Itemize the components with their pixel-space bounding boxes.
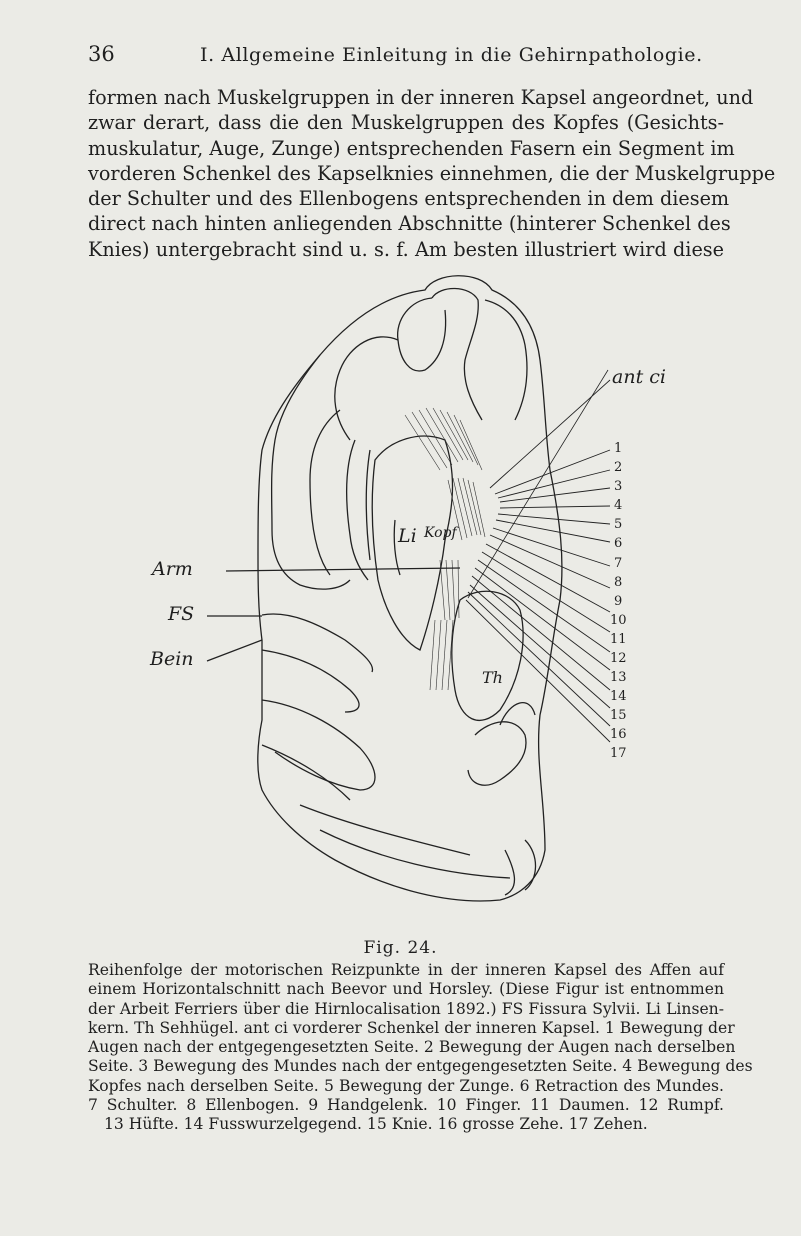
outer-capsule-line xyxy=(310,410,340,575)
number-label: 5 xyxy=(614,517,623,532)
number-label: 11 xyxy=(610,632,627,647)
running-title: I. Allgemeine Einleitung in die Gehirnpathologie. xyxy=(200,44,703,66)
number-label: 7 xyxy=(614,556,623,571)
caption-line: 13 Hüfte. 14 Fusswurzelgegend. 15 Knie. 16 grosse Zehe. 17 Zehen. xyxy=(104,1115,648,1134)
number-label: 10 xyxy=(610,613,627,628)
gyrus-line xyxy=(468,722,526,785)
caption-line: Kopfes nach derselben Seite. 5 Bewegung der Zunge. 6 Retraction des Mundes. xyxy=(88,1076,724,1095)
number-label: 15 xyxy=(610,708,627,723)
gyrus-line xyxy=(262,745,350,800)
gyrus-line xyxy=(398,298,446,371)
body-line: Knies) untergebracht sind u. s. f. Am besten illustriert wird diese xyxy=(88,237,724,261)
arm-leader xyxy=(226,568,460,571)
number-label: 4 xyxy=(614,498,623,513)
caption-line: kern. Th Sehhügel. ant ci vorderer Schenkel der inneren Kapsel. 1 Bewegung der xyxy=(88,1018,735,1037)
brain-section-drawing xyxy=(0,270,801,940)
body-line: der Schulter und des Ellenbogens entsprechenden in dem diesem xyxy=(88,187,730,211)
bein-leader xyxy=(207,640,262,661)
number-label: 17 xyxy=(610,746,627,761)
number-label: 9 xyxy=(614,594,623,609)
caption-line: Seite. 3 Bewegung des Mundes nach der entgegengesetzten Seite. 4 Bewegung des xyxy=(88,1057,753,1076)
caption-line: Reihenfolge der motorischen Reizpunkte in der inneren Kapsel des Affen auf xyxy=(88,961,724,979)
body-line: muskulatur, Auge, Zunge) entsprechenden Fasern ein Segment im xyxy=(88,136,735,160)
body-line: formen nach Muskelgruppen in der inneren Kapsel angeordnet, und xyxy=(88,86,754,109)
body-line: vorderen Schenkel des Kapselknies einnehmen, die der Muskelgruppe xyxy=(88,161,776,185)
gyrus-line xyxy=(262,700,375,790)
caption-line: 7 Schulter. 8 Ellenbogen. 9 Handgelenk. 10 Finger. 11 Daumen. 12 Rumpf. xyxy=(88,1096,724,1115)
body-line: zwar derart, dass die den Muskelgruppen des Kopfes (Gesichts- xyxy=(88,111,724,135)
hemisphere-outline xyxy=(258,276,562,901)
caption-line: einem Horizontalschnitt nach Beevor und Horsley. (Diese Figur ist entnommen xyxy=(88,980,724,999)
figure-title: Fig. 24. xyxy=(363,938,438,958)
body-line: direct nach hinten anliegenden Abschnitte (hinterer Schenkel des xyxy=(88,212,731,236)
caption-line: Augen nach der entgegengesetzten Seite. 2 Bewegung der Augen nach derselben xyxy=(88,1038,736,1057)
number-label: 2 xyxy=(614,460,623,475)
gyrus-line xyxy=(300,805,470,855)
label-li: Li xyxy=(398,525,417,547)
number-label: 14 xyxy=(610,689,627,704)
figure-24 xyxy=(0,270,801,940)
gyrus-line xyxy=(320,830,510,878)
number-label: 6 xyxy=(614,536,623,551)
claustrum-line xyxy=(347,440,368,580)
gyrus-line xyxy=(485,300,527,420)
label-ant-ci: ant ci xyxy=(612,366,666,388)
label-th: Th xyxy=(482,668,503,687)
number-label: 12 xyxy=(610,651,627,666)
number-label: 1 xyxy=(614,441,623,456)
number-label: 3 xyxy=(614,479,623,494)
label-arm: Arm xyxy=(152,558,193,580)
body-paragraph xyxy=(88,85,776,262)
sylvian-fissure xyxy=(262,614,373,672)
gyrus-line xyxy=(335,337,398,440)
number-label: 13 xyxy=(610,670,627,685)
caption-line: der Arbeit Ferriers über die Hirnlocalisation 1892.) FS Fissura Sylvii. Li Linsen- xyxy=(88,999,724,1018)
label-bein: Bein xyxy=(150,648,194,670)
number-label: 16 xyxy=(610,727,627,742)
label-fs: FS xyxy=(168,603,195,625)
figure-caption xyxy=(88,961,753,1135)
page-number: 36 xyxy=(88,42,115,66)
gyrus-line xyxy=(505,850,514,895)
claustrum-line xyxy=(366,450,370,560)
number-label: 8 xyxy=(614,575,623,590)
label-kopf: Kopf xyxy=(424,525,457,541)
